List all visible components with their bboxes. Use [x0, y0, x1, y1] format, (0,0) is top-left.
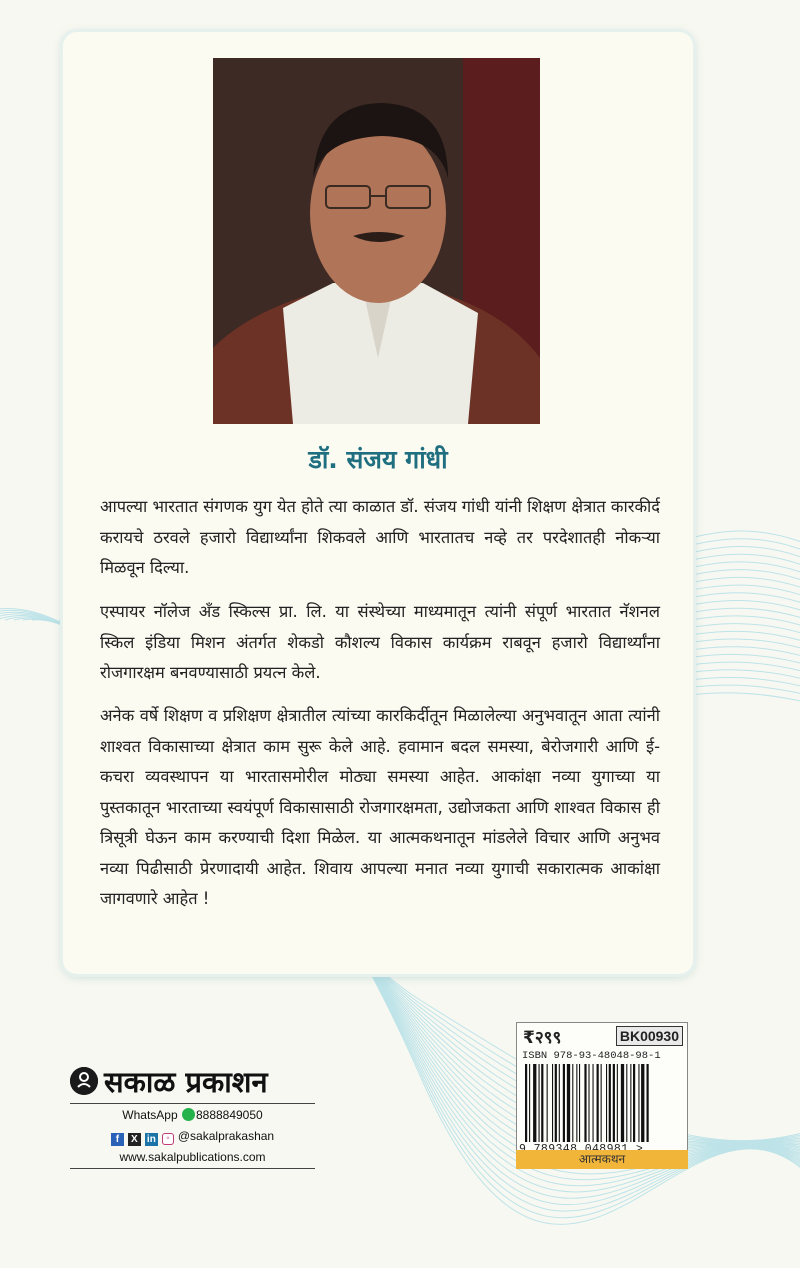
whatsapp-number[interactable]: 8888849050 [195, 1108, 263, 1122]
barcode-panel [516, 1022, 688, 1169]
whatsapp-line [70, 1108, 315, 1122]
whatsapp-label: WhatsApp [122, 1108, 178, 1122]
whatsapp-icon [182, 1108, 195, 1121]
linkedin-icon[interactable]: in [145, 1133, 158, 1146]
website-link[interactable]: www.sakalpublications.com [119, 1150, 266, 1164]
divider-top [70, 1103, 315, 1104]
divider-bottom [70, 1168, 315, 1169]
barcode-bars [525, 1064, 681, 1144]
social-handle[interactable]: @sakalprakashan [177, 1129, 275, 1143]
genre-band: आत्मकथन [516, 1150, 688, 1169]
publisher-emblem-icon [70, 1067, 98, 1095]
publisher-name: सकाळ प्रकाशन [104, 1064, 268, 1099]
author-name: डॉ. संजय गांधी [308, 445, 448, 474]
bio-paragraph-3: अनेक वर्षे शिक्षण व प्रशिक्षण क्षेत्रातील त्यांच्या कारकिर्दीतून मिळालेल्या अनुभवातून आता त्यांनी शाश्वत विकासाच्या क्षेत्रात काम सुरू केले आहे. हवामान बदल समस्या, बेरोजगारी आणि ई-कचरा व्यवस्थापन या भारतासमोरील मोठ्या समस्या आहेत. आकांक्षा नव्या युगाच्या या पुस्तकातून भारताच्या स्वयंपूर्ण विकासासाठी रोजगारक्षमता, उद्योजकता आणि शाश्वत विकास ही त्रिसूत्री घेऊन काम करण्याची दिशा मिळेल. या आत्मकथनातून मांडलेले विचार आणि अनुभव नव्या पिढीसाठी प्रेरणादायी आहेत. शिवाय आपल्या मनात नव्या युगाची सकारात्मक आकांक्षा जागवणारे आहेत ! [100, 706, 660, 908]
isbn-label: ISBN 978-93-48048-98-1 [522, 1050, 661, 1062]
bio-paragraph-1: आपल्या भारतात संगणक युग येत होते त्या काळात डॉ. संजय गांधी यांनी शिक्षण क्षेत्रात कारकीर्द करायचे ठरवले हजारो विद्यार्थ्यांना शिकवले आणि भारतातच नव्हे तर परदेशातही नोकऱ्या मिळवून दिल्या. [100, 497, 660, 577]
social-line [70, 1129, 315, 1146]
author-photo [213, 58, 540, 424]
x-twitter-icon[interactable]: X [128, 1133, 141, 1146]
facebook-icon[interactable]: f [111, 1133, 124, 1146]
book-code: BK00930 [616, 1026, 683, 1046]
instagram-icon[interactable]: ◦ [162, 1133, 174, 1145]
bio-paragraph-2: एस्पायर नॉलेज अँड स्किल्स प्रा. लि. या संस्थेच्या माध्यमातून त्यांनी संपूर्ण भारतात नॅशनल स्किल इंडिया मिशन अंतर्गत शेकडो कौशल्य विकास कार्यक्रम राबवून हजारो विद्यार्थ्यांना रोजगारक्षम बनवण्यासाठी प्रयत्न केले. [100, 602, 660, 682]
publisher-logo [70, 1062, 268, 1100]
price-label: ₹२९९ [523, 1028, 562, 1048]
